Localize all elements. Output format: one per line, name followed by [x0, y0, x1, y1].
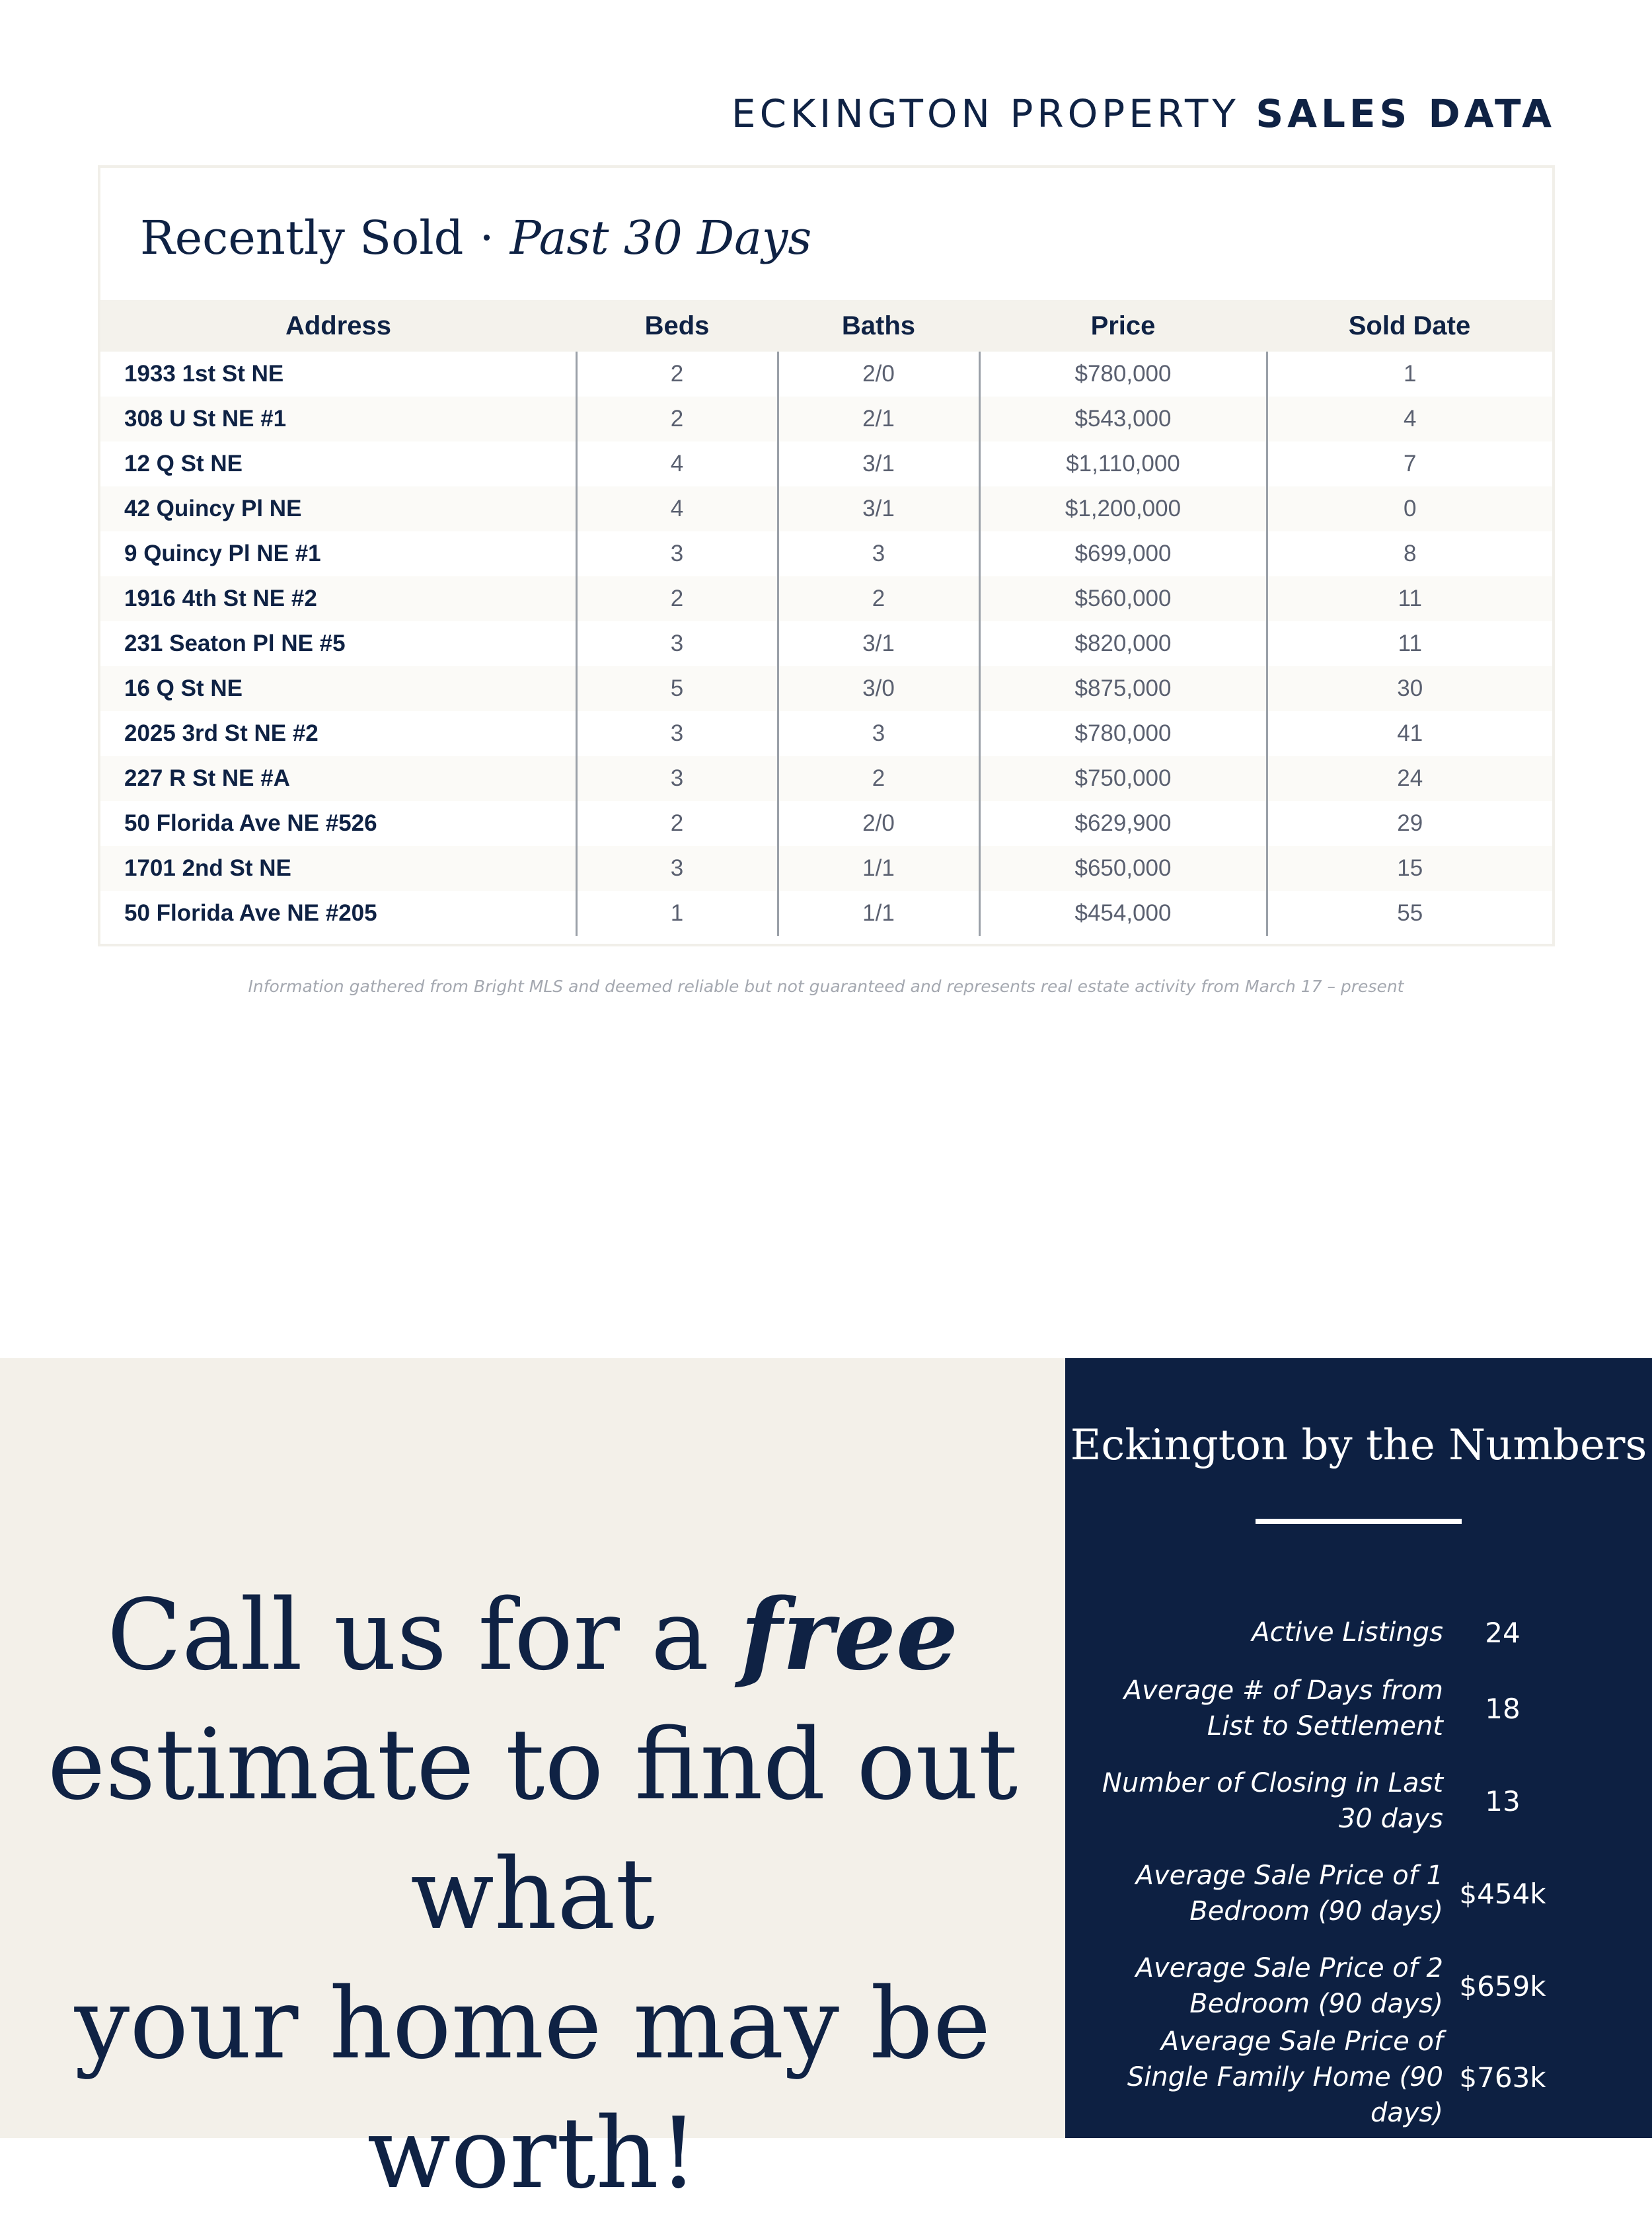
table-row	[100, 621, 1552, 666]
cell-price: $629,900	[979, 801, 1267, 846]
sales-table-body	[100, 352, 1552, 936]
stat-item	[1065, 1761, 1652, 1841]
header-sold-date: Sold Date	[1267, 300, 1552, 352]
stat-label: Average Sale Price of 1 Bedroom (90 days)	[1135, 1860, 1443, 1927]
table-row	[100, 891, 1552, 936]
stat-value: $763k	[1459, 2061, 1546, 2094]
cell-address: 50 Florida Ave NE #205	[124, 900, 377, 926]
cell-baths: 3	[778, 531, 979, 576]
title-divider	[1256, 1519, 1462, 1524]
cell-beds: 2	[576, 352, 778, 397]
cell-price: $875,000	[979, 666, 1267, 711]
stat-value: $454k	[1459, 1877, 1546, 1910]
cell-address: 2025 3rd St NE #2	[124, 720, 319, 746]
cta-panel	[0, 1358, 1065, 2210]
cell-price: $560,000	[979, 576, 1267, 621]
cell-beds: 3	[576, 756, 778, 801]
numbers-panel	[1065, 1358, 1652, 2138]
numbers-title: Eckington by the Numbers	[1070, 1421, 1647, 1470]
card-title	[140, 211, 811, 265]
cta-emphasis: free	[740, 1577, 959, 1692]
cell-baths: 1/1	[778, 891, 979, 936]
cell-sold-date: 4	[1267, 397, 1552, 441]
stat-label: Average Sale Price of 2 Bedroom (90 days)	[1135, 1953, 1443, 2019]
table-row	[100, 486, 1552, 531]
cell-sold-date: 7	[1267, 441, 1552, 486]
cell-price: $543,000	[979, 397, 1267, 441]
cell-address: 227 R St NE #A	[100, 756, 576, 801]
cell-baths: 2/0	[778, 801, 979, 846]
cell-baths: 2	[778, 756, 979, 801]
cell-price: $820,000	[979, 621, 1267, 666]
cell-price: $1,110,000	[979, 441, 1267, 486]
table-row	[100, 352, 1552, 397]
cell-price: $780,000	[979, 711, 1267, 756]
stat-item	[1065, 1946, 1652, 2026]
cell-address: 1916 4th St NE #2	[100, 576, 576, 621]
stat-label: Active Listings	[1252, 1617, 1443, 1648]
page-heading-bold: SALES DATA	[1256, 91, 1556, 136]
cell-beds: 5	[576, 666, 778, 711]
cell-address: 1701 2nd St NE	[100, 846, 576, 891]
header-address: Address	[100, 300, 576, 352]
cell-sold-date: 15	[1267, 846, 1552, 891]
cell-price: $699,000	[979, 531, 1267, 576]
stat-label: Average Sale Price of Single Family Home (90 days)	[1127, 2026, 1443, 2128]
header-price: Price	[979, 300, 1267, 352]
table-row	[100, 576, 1552, 621]
stat-label: Number of Closing in Last 30 days	[1102, 1768, 1443, 1834]
cell-beds: 2	[576, 397, 778, 441]
cell-sold-date: 55	[1267, 891, 1552, 936]
cell-address: 12 Q St NE	[124, 451, 243, 477]
cell-price: $780,000	[979, 352, 1267, 397]
cell-baths: 3/1	[778, 621, 979, 666]
cell-sold-date: 29	[1267, 801, 1552, 846]
sales-table	[100, 300, 1552, 936]
stat-label: Average # of Days from List to Settlement	[1123, 1675, 1443, 1741]
cell-address: 42 Quincy Pl NE	[100, 486, 576, 531]
card-title-subtitle: Past 30 Days	[509, 211, 812, 265]
cell-sold-date: 24	[1267, 756, 1552, 801]
table-row	[100, 711, 1552, 756]
table-row	[100, 531, 1552, 576]
table-header-row	[100, 300, 1552, 352]
cell-beds: 3	[576, 531, 778, 576]
cell-beds: 4	[576, 441, 778, 486]
stat-item	[1065, 1593, 1652, 1672]
cell-sold-date: 1	[1267, 352, 1552, 397]
cell-price: $650,000	[979, 846, 1267, 891]
cell-baths: 3/1	[778, 441, 979, 486]
table-row	[100, 397, 1552, 441]
cell-beds: 3	[576, 846, 778, 891]
cell-baths: 3/1	[778, 486, 979, 531]
card-title-main: Recently Sold	[140, 211, 464, 265]
cell-address: 1933 1st St NE	[124, 361, 284, 387]
stat-value: 24	[1485, 1616, 1521, 1649]
cell-beds: 2	[576, 576, 778, 621]
cta-line-2: estimate to find out what	[47, 1708, 1018, 1951]
table-row	[100, 846, 1552, 891]
cell-price: $1,200,000	[979, 486, 1267, 531]
cell-beds: 4	[576, 486, 778, 531]
table-row	[100, 756, 1552, 801]
cell-address: 308 U St NE #1	[100, 397, 576, 441]
cell-address: 231 Seaton Pl NE #5	[124, 631, 346, 656]
cta-line-1-text: Call us for a	[106, 1578, 741, 1692]
cta-line-3: your home may be worth!	[74, 1967, 991, 2210]
cell-baths: 1/1	[778, 846, 979, 891]
stat-value: $659k	[1459, 1969, 1546, 2003]
cell-baths: 2/1	[778, 397, 979, 441]
cell-baths: 3/0	[778, 666, 979, 711]
table-row	[100, 441, 1552, 486]
cell-beds: 3	[576, 621, 778, 666]
cell-beds: 1	[576, 891, 778, 936]
table-row	[100, 801, 1552, 846]
cell-address: 16 Q St NE	[100, 666, 576, 711]
cell-price: $454,000	[979, 891, 1267, 936]
cell-sold-date: 30	[1267, 666, 1552, 711]
cell-baths: 3	[778, 711, 979, 756]
cell-baths: 2	[778, 576, 979, 621]
source-footnote: Information gathered from Bright MLS and deemed reliable but not guaranteed and represents real estate activity from March 17 – present	[248, 977, 1404, 996]
recently-sold-card	[98, 165, 1555, 946]
cell-sold-date: 11	[1267, 621, 1552, 666]
stat-item	[1065, 1669, 1652, 1748]
page-heading	[732, 91, 1556, 136]
cell-beds: 3	[576, 711, 778, 756]
cell-sold-date: 0	[1267, 486, 1552, 531]
cell-address: 50 Florida Ave NE #526	[124, 810, 377, 836]
cell-baths: 2/0	[778, 352, 979, 397]
title-separator: ·	[479, 211, 494, 265]
page-heading-light: ECKINGTON PROPERTY	[731, 91, 1240, 136]
cell-sold-date: 11	[1267, 576, 1552, 621]
header-baths: Baths	[778, 300, 979, 352]
stat-value: 18	[1485, 1692, 1521, 1725]
cell-sold-date: 8	[1267, 531, 1552, 576]
stat-item	[1065, 2026, 1652, 2128]
stat-value: 13	[1485, 1784, 1521, 1817]
stat-item	[1065, 1854, 1652, 1933]
header-beds: Beds	[576, 300, 778, 352]
cta-text	[0, 1570, 1065, 2218]
cell-address: 9 Quincy Pl NE #1	[124, 541, 321, 566]
cell-sold-date: 41	[1267, 711, 1552, 756]
cell-beds: 2	[576, 801, 778, 846]
table-row	[100, 666, 1552, 711]
cell-price: $750,000	[979, 756, 1267, 801]
cta-line-1	[0, 1570, 1065, 1700]
